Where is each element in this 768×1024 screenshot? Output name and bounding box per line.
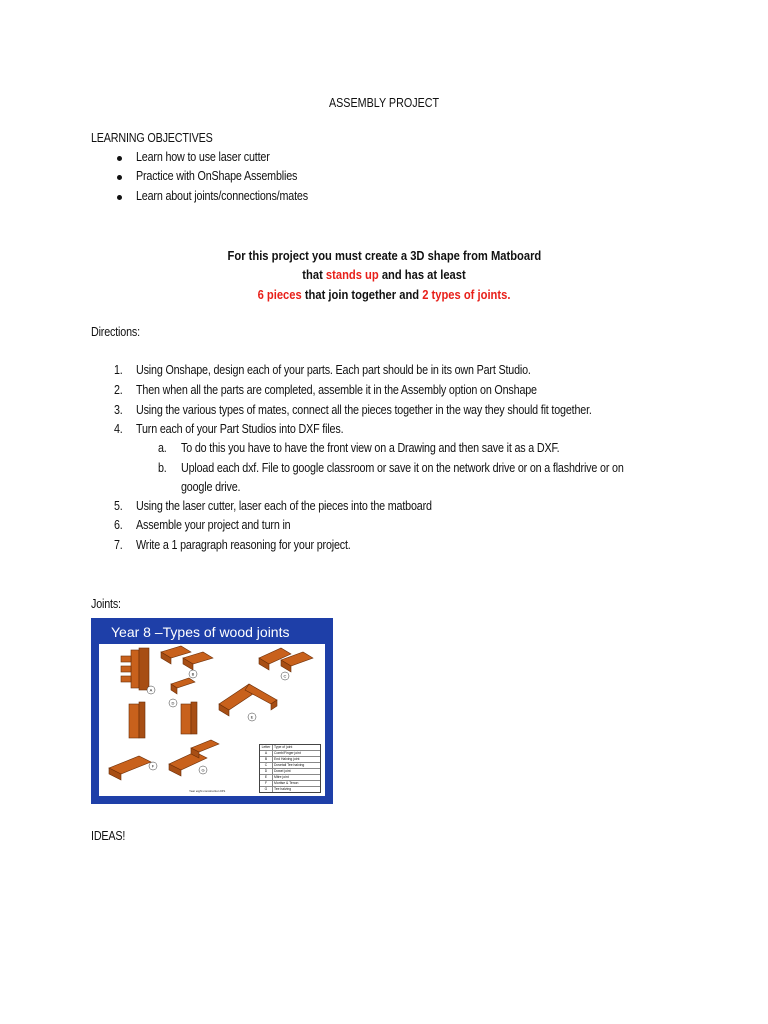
- joints-heading: Joints:: [91, 597, 121, 611]
- directions-heading: Directions:: [91, 325, 140, 339]
- dovetail-joint-illustration: [259, 648, 313, 672]
- step-number: 4.: [114, 422, 123, 436]
- joint-label-b: B: [191, 671, 195, 677]
- end-halving-illustration: [161, 646, 213, 670]
- step-number: 1.: [114, 363, 123, 377]
- step-text: Then when all the parts are completed, assemble it in the Assembly option on Onshape: [136, 383, 537, 397]
- substep-letter: a.: [158, 441, 167, 455]
- figure-title: Year 8 –Types of wood joints: [111, 624, 290, 640]
- substep-text-continued: google drive.: [181, 480, 241, 494]
- objective-item: Learn how to use laser cutter: [136, 150, 270, 164]
- substep-text: Upload each dxf. File to google classroom or save it on the network drive or on a flashdrive or on: [181, 461, 624, 475]
- table-row: F Mortise & Tenon: [260, 781, 320, 787]
- comb-joint-illustration: [121, 648, 149, 690]
- tee-halving-illustration: [169, 740, 219, 776]
- figure-footer: Year eight construction DIS: [189, 789, 226, 793]
- requirement-line-2: that stands up and has at least: [302, 267, 466, 282]
- bullet-icon: [117, 156, 122, 161]
- substep-letter: b.: [158, 461, 167, 475]
- step-text: Using Onshape, design each of your parts. Each part should be in its own Part Studio.: [136, 363, 531, 377]
- step-number: 5.: [114, 499, 123, 513]
- joint-label-d: D: [171, 700, 175, 706]
- step-number: 6.: [114, 518, 123, 532]
- requirement-line-1: For this project you must create a 3D shape from Matboard: [227, 248, 541, 263]
- ideas-heading: IDEAS!: [91, 829, 126, 843]
- table-row: B End Halving joint: [260, 757, 320, 763]
- joint-label-g: G: [201, 767, 205, 773]
- bullet-icon: [117, 175, 122, 180]
- mitre-joint-illustration: [219, 684, 277, 716]
- table-row: A Comb/Finger joint: [260, 751, 320, 757]
- table-row: C Dovetail Tee halving: [260, 763, 320, 769]
- objective-item: Learn about joints/connections/mates: [136, 189, 308, 203]
- table-row: G Tee halving: [260, 787, 320, 792]
- table-header-row: Letter Type of joint: [260, 745, 320, 751]
- wood-joints-figure: [91, 618, 333, 804]
- step-text: Using the laser cutter, laser each of the pieces into the matboard: [136, 499, 432, 513]
- step-number: 3.: [114, 403, 123, 417]
- objectives-heading: LEARNING OBJECTIVES: [91, 131, 213, 145]
- joint-types-table: [259, 744, 321, 793]
- joint-label-e: E: [250, 714, 254, 720]
- step-number: 2.: [114, 383, 123, 397]
- mortise-tenon-illustration: [109, 702, 151, 780]
- step-text: Write a 1 paragraph reasoning for your project.: [136, 538, 351, 552]
- substep-text: To do this you have to have the front view on a Drawing and then save it as a DXF.: [181, 441, 560, 455]
- step-text: Using the various types of mates, connect all the pieces together in the way they should fit together.: [136, 403, 592, 417]
- figure-canvas: [99, 644, 325, 796]
- joint-label-c: C: [283, 673, 287, 679]
- objective-item: Practice with OnShape Assemblies: [136, 169, 298, 183]
- stands-up-highlight: stands up: [325, 267, 379, 282]
- page-title: ASSEMBLY PROJECT: [328, 96, 440, 110]
- requirement-line-3: 6 pieces that join together and 2 types of joints.: [257, 287, 511, 302]
- joint-label-a: A: [149, 687, 153, 693]
- step-text: Assemble your project and turn in: [136, 518, 291, 532]
- step-number: 7.: [114, 538, 123, 552]
- step-text: Turn each of your Part Studios into DXF files.: [136, 422, 344, 436]
- table-row: E Mitre joint: [260, 775, 320, 781]
- joints-highlight: 2 types of joints.: [422, 287, 511, 302]
- table-row: D Dowel joint: [260, 769, 320, 775]
- pieces-highlight: 6 pieces: [257, 287, 302, 302]
- joint-label-f: F: [151, 763, 155, 769]
- bullet-icon: [117, 195, 122, 200]
